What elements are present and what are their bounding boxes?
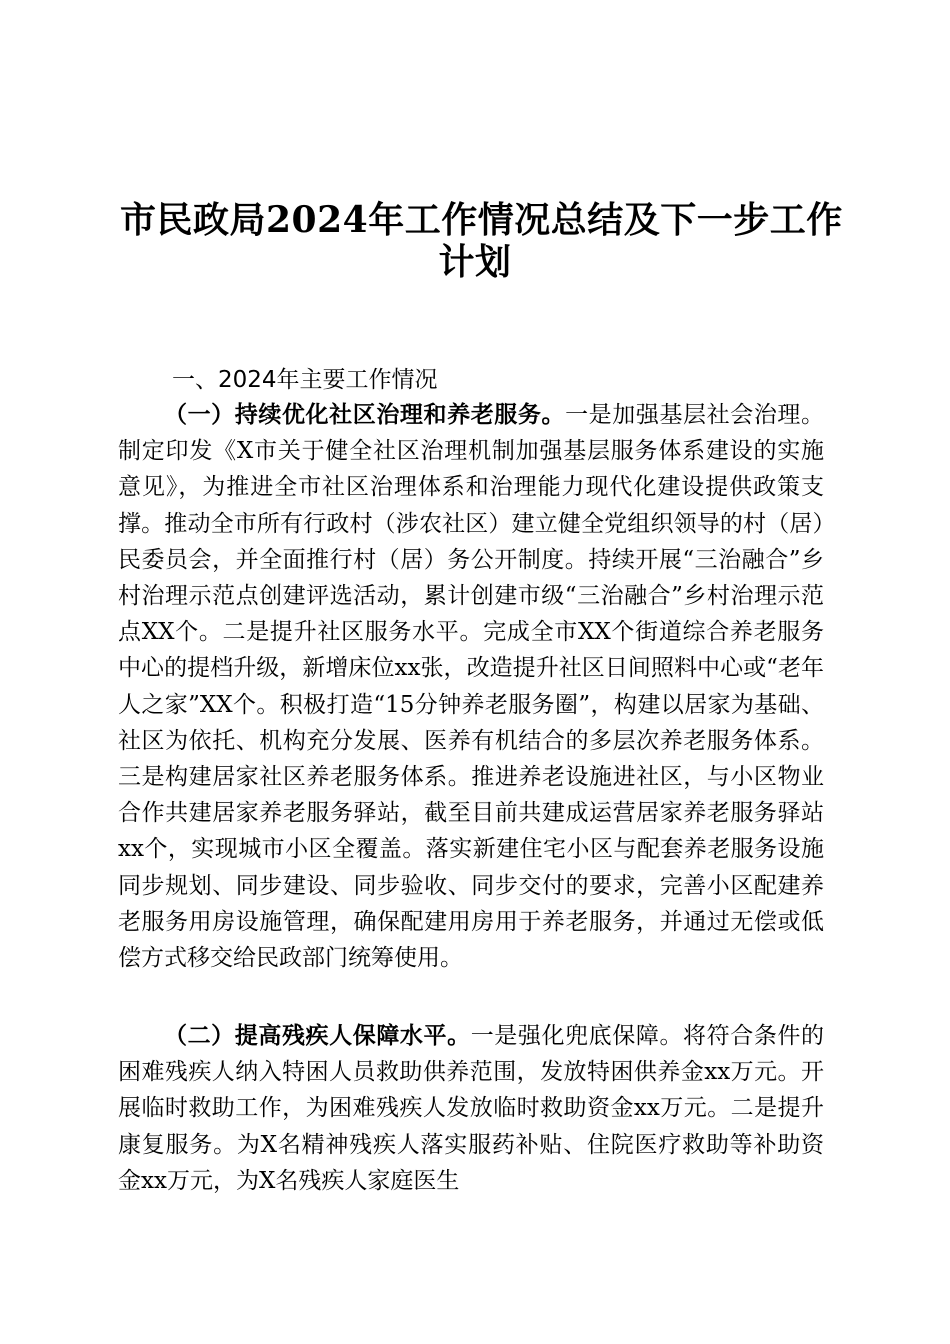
document-title-line-1: 市民政局2024年工作情况总结及下一步工作 [120,199,843,241]
paragraph-2-lead: （二）提高残疾人保障水平。 [164,1023,471,1049]
paragraph-1-text: 一是加强基层社会治理。制定印发《X市关于健全社区治理机制加强基层服务体系建设的实施意见》，为推进全市社区治理体系和治理能力现代化建设提供政策支撑。推动全市所有行政村（涉农社区）建立健全党组织领导的村（居）民委员会，并全面推行村（居）务公开制度。持续开展“三治融合”乡村治理示范点创建评选活动，累计创建市级“三治融合”乡村治理示范点XX个。二是提升社区服务水平。完成全市XX个街道综合养老服务中心的提档升级，新增床位xx张，改造提升社区日间照料中心或“老年人之家”XX个。积极打造“15分钟养老服务圈”，构建以居家为基础、社区为依托、机构充分发展、医养有机结合的多层次养老服务体系。三是构建居家社区养老服务体系。推进养老设施进社区，与小区物业合作共建居家养老服务驿站，截至目前共建成运营居家养老服务驿站xx个，实现城市小区全覆盖。落实新建住宅小区与配套养老服务设施同步规划、同步建设、同步验收、同步交付的要求，完善小区配建养老服务用房设施管理，确保配建用房用于养老服务，并通过无偿或低偿方式移交给民政部门统筹使用。 [118,402,825,972]
paragraph-2 [118,1018,824,1199]
document-title-line-2: 计划 [438,241,512,283]
paragraph-2-text: 一是强化兜底保障。将符合条件的困难残疾人纳入特困人员救助供养范围，发放特困供养金xx万元。开展临时救助工作，为困难残疾人发放临时救助资金xx万元。二是提升康复服务。为X名精神残疾人落实服药补贴、住院医疗救助等补助资金xx万元，为X名残疾人家庭医生 [118,1023,825,1194]
paragraph-1-lead: （一）持续优化社区治理和养老服务。 [164,402,566,428]
section-heading: 一、2024年主要工作情况 [172,367,438,393]
paragraph-1 [118,397,824,976]
